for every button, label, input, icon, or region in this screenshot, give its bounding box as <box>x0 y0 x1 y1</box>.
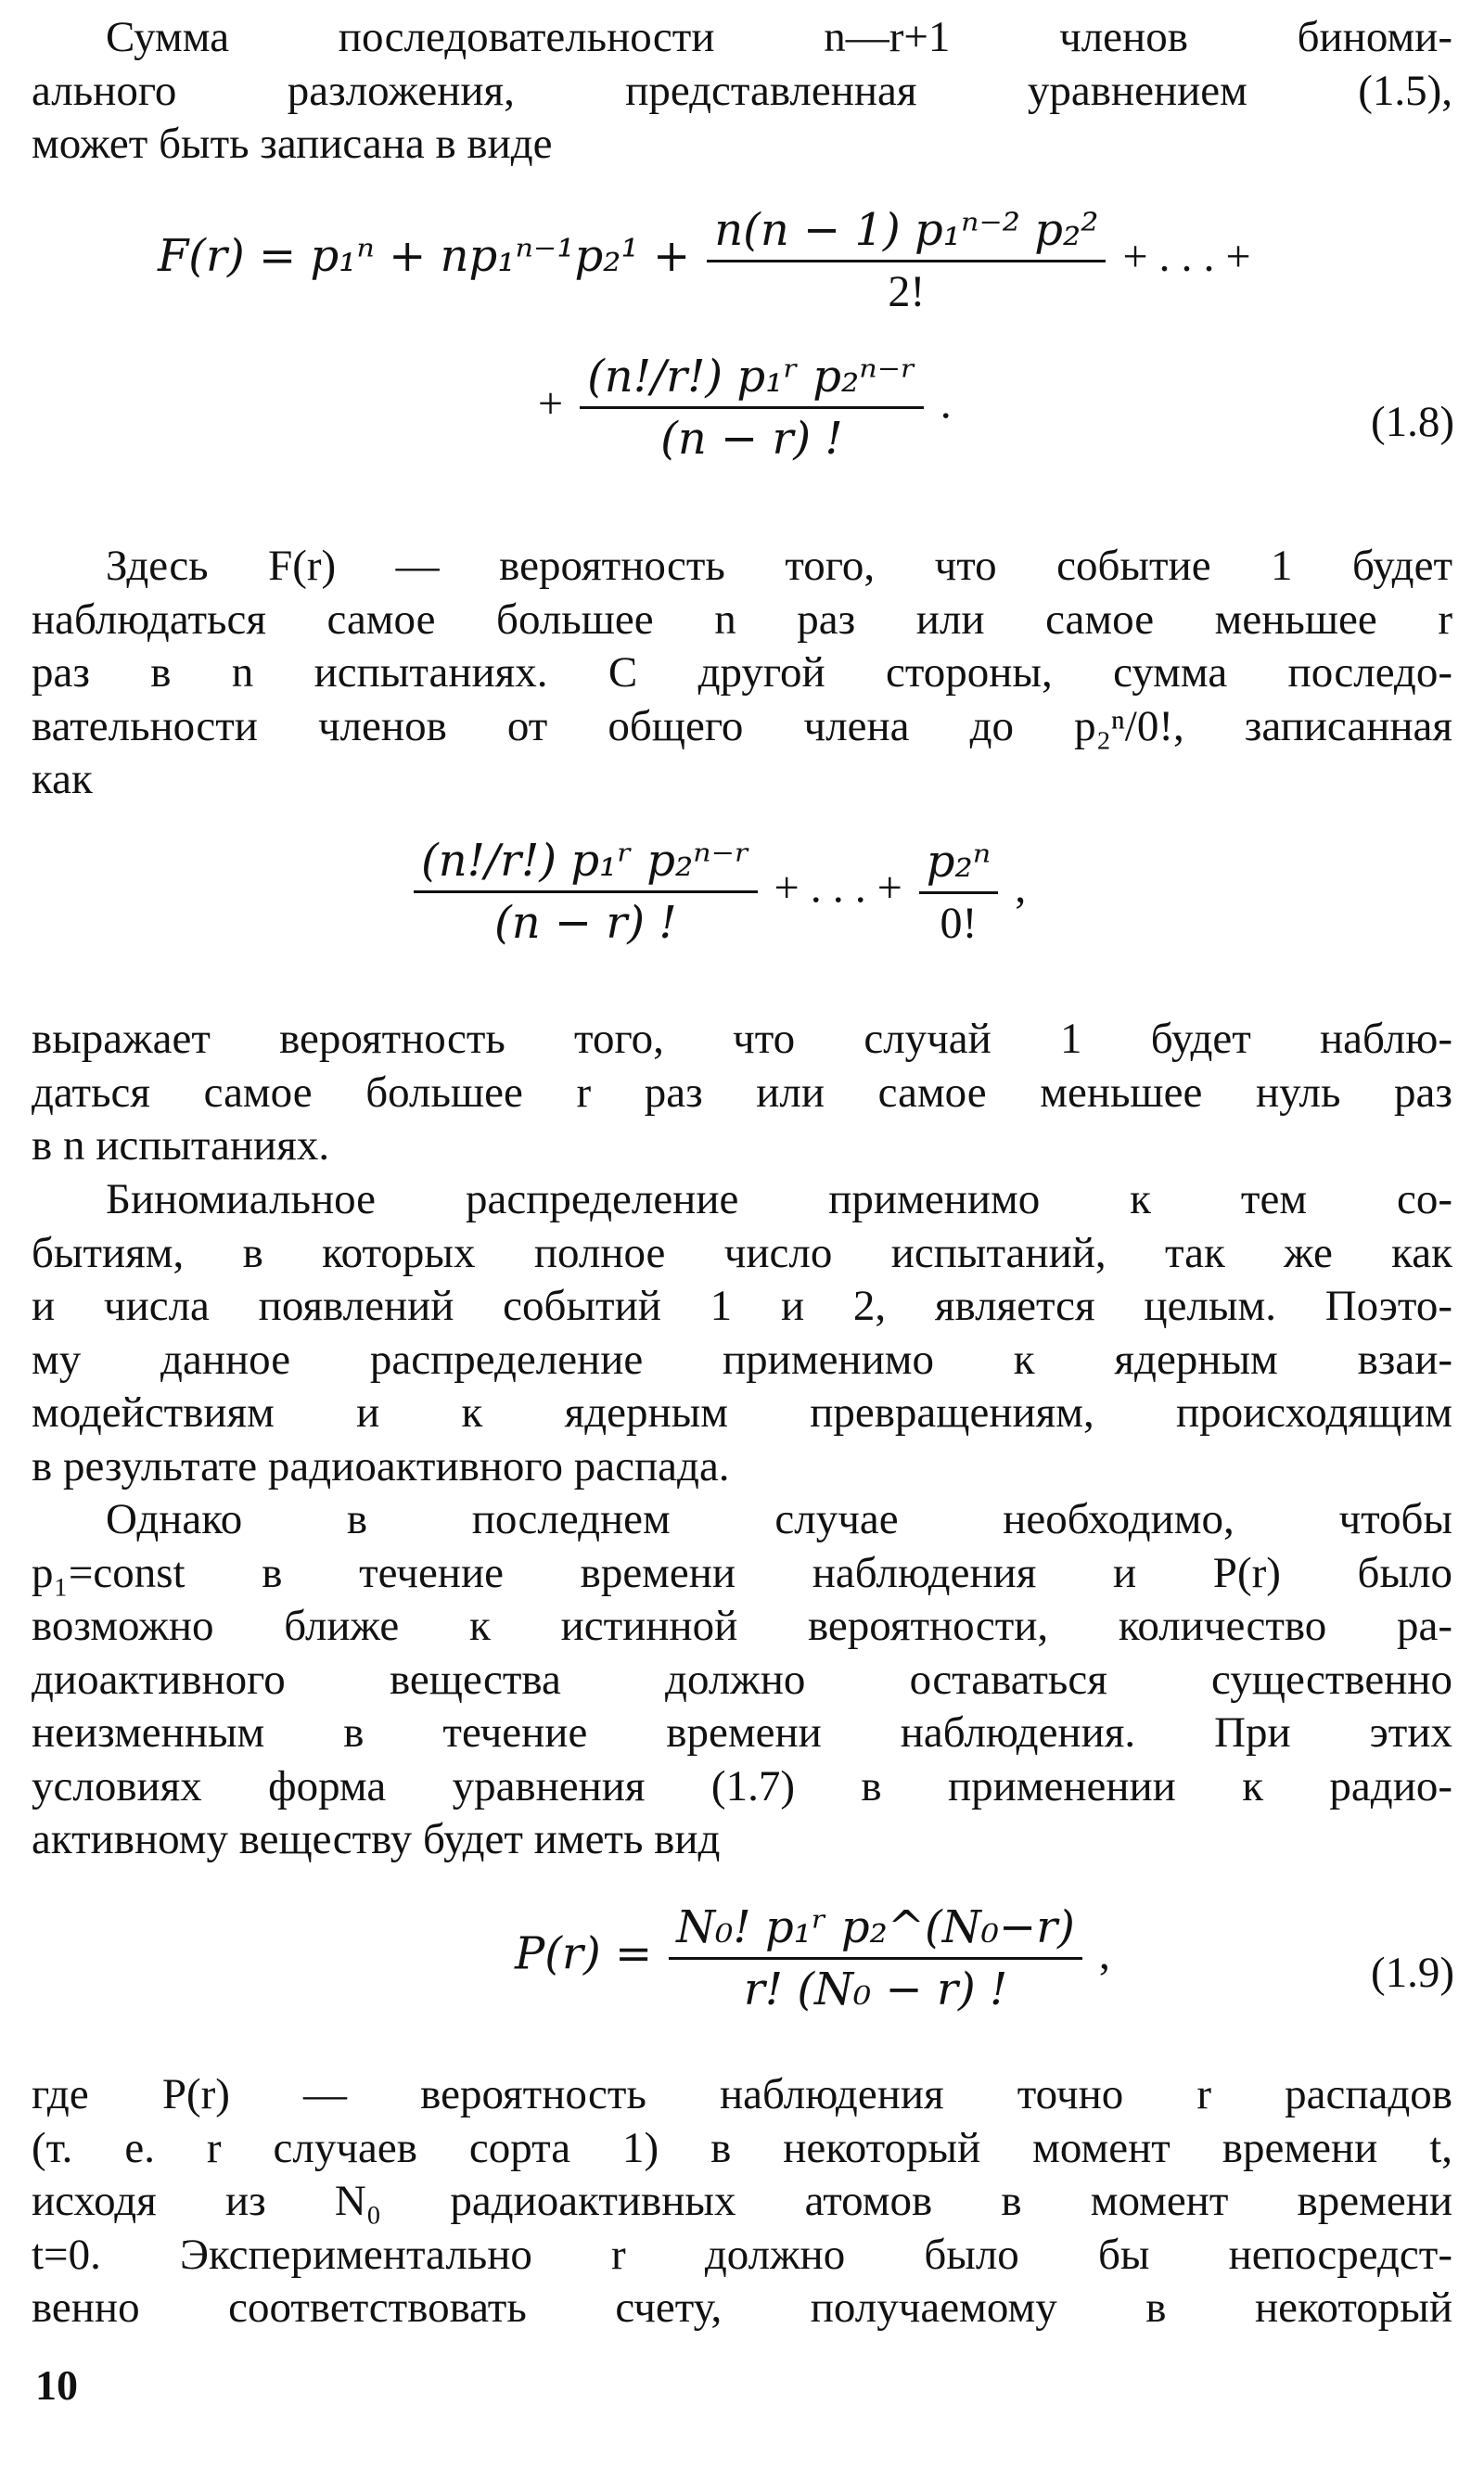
text-line: раз в n испытаниях. С другой стороны, сумма последо- <box>32 648 1452 697</box>
equation-1-8-line-1 <box>158 204 1251 317</box>
text-line: неизменным в течение времени наблюдения. При этих <box>32 1708 1452 1757</box>
text-line: ального разложения, представленная уравнением (1.5), <box>32 66 1452 115</box>
text-line: Здесь F(r) — вероятность того, что событие 1 будет <box>106 542 1452 590</box>
text-line: и числа появлений событий 1 и 2, является целым. Поэто- <box>32 1282 1452 1330</box>
text-line: наблюдаться самое большее n раз или самое меньшее r <box>32 595 1452 644</box>
text-line: исходя из N₀ радиоактивных атомов в момент времени <box>32 2177 1452 2225</box>
fraction-denominator: 0! <box>940 898 978 948</box>
text-line: му данное распределение применимо к ядерным взаи- <box>32 1335 1452 1384</box>
text-line: выражает вероятность того, что случай 1 будет наблю- <box>32 1015 1452 1063</box>
equation-lhs: F(r) = p₁ⁿ + np₁ⁿ⁻¹p₂¹ + <box>158 230 691 283</box>
fraction <box>414 835 758 949</box>
fraction-numerator: N₀! p₁ʳ p₂^(N₀−r) <box>669 1901 1082 1960</box>
equation-lhs: P(r) = <box>515 1927 653 1980</box>
paragraph-2 <box>32 540 1452 807</box>
text-line: вательности членов от общего члена до p₂ⁿ/0!, записанная <box>32 701 1452 750</box>
fraction <box>669 1901 1082 2015</box>
fraction-numerator: p₂ⁿ <box>919 836 998 894</box>
text-line: как <box>32 755 93 803</box>
fraction <box>580 351 924 465</box>
text-line: может быть записана в виде <box>32 120 553 168</box>
equation-number-1-8: (1.8) <box>1370 398 1454 446</box>
fraction <box>919 836 998 949</box>
equation-comma: , <box>1015 863 1027 913</box>
fraction-numerator: n(n − 1) p₁ⁿ⁻² p₂² <box>707 204 1106 262</box>
fraction-denominator: (n − r) ! <box>494 897 677 949</box>
text-line: условиях форма уравнения (1.7) в применении к радио- <box>32 1761 1452 1810</box>
fraction-denominator: 2! <box>888 267 926 316</box>
paragraph-1 <box>32 11 1452 172</box>
paragraph-3 <box>32 1013 1452 1173</box>
text-line: бытиям, в которых полное число испытаний, так же как <box>32 1228 1452 1277</box>
paragraph-6 <box>32 2068 1452 2335</box>
text-line: Однако в последнем случае необходимо, чтобы <box>106 1495 1452 1543</box>
fraction-numerator: (n!/r!) p₁ʳ p₂ⁿ⁻ʳ <box>580 351 924 409</box>
text-line: даться самое большее r раз или самое меньшее нуль раз <box>32 1068 1452 1117</box>
text-line: в n испытаниях. <box>32 1121 330 1170</box>
fraction <box>707 204 1106 317</box>
text-line: Биномиальное распределение применимо к тем со- <box>106 1175 1452 1223</box>
equation-comma: , <box>1098 1929 1110 1979</box>
paragraph-5 <box>32 1493 1452 1867</box>
text-line: где P(r) — вероятность наблюдения точно r распадов <box>32 2070 1452 2118</box>
fraction-numerator: (n!/r!) p₁ʳ p₂ⁿ⁻ʳ <box>414 835 758 893</box>
text-line: t=0. Экспериментально r должно было бы непосредст- <box>32 2230 1452 2279</box>
plus-sign: + <box>538 378 564 429</box>
text-line: возможно ближе к истинной вероятности, количество ра- <box>32 1602 1452 1650</box>
text-line: p₁=const в течение времени наблюдения и P(r) было <box>32 1548 1452 1597</box>
text-line: венно соответствовать счету, получаемому в некоторый <box>32 2284 1452 2332</box>
equation-number-1-9: (1.9) <box>1370 1949 1454 1997</box>
page-number: 10 <box>35 2361 78 2409</box>
text-line: Сумма последовательности n—r+1 членов биноми- <box>106 13 1452 61</box>
paragraph-4 <box>32 1173 1452 1493</box>
fraction-denominator: r! (N₀ − r) ! <box>743 1964 1008 2015</box>
equation-period: . <box>940 378 952 429</box>
text-line: модействиям и к ядерным превращениям, происходящим <box>32 1388 1452 1437</box>
equation-1-8-line-2 <box>538 351 952 465</box>
text-line: в результате радиоактивного распада. <box>32 1441 730 1490</box>
fraction-denominator: (n − r) ! <box>660 413 843 465</box>
sum-expression <box>408 835 1026 949</box>
text-line: активному веществу будет иметь вид <box>32 1815 721 1863</box>
equation-ellipsis: + . . . + <box>774 863 902 913</box>
text-line: диоактивного вещества должно оставаться существенно <box>32 1655 1452 1704</box>
text-line: (т. е. r случаев сорта 1) в некоторый момент времени t, <box>32 2123 1452 2172</box>
equation-ellipsis: + . . . + <box>1122 232 1251 282</box>
equation-1-9 <box>515 1901 1110 2015</box>
